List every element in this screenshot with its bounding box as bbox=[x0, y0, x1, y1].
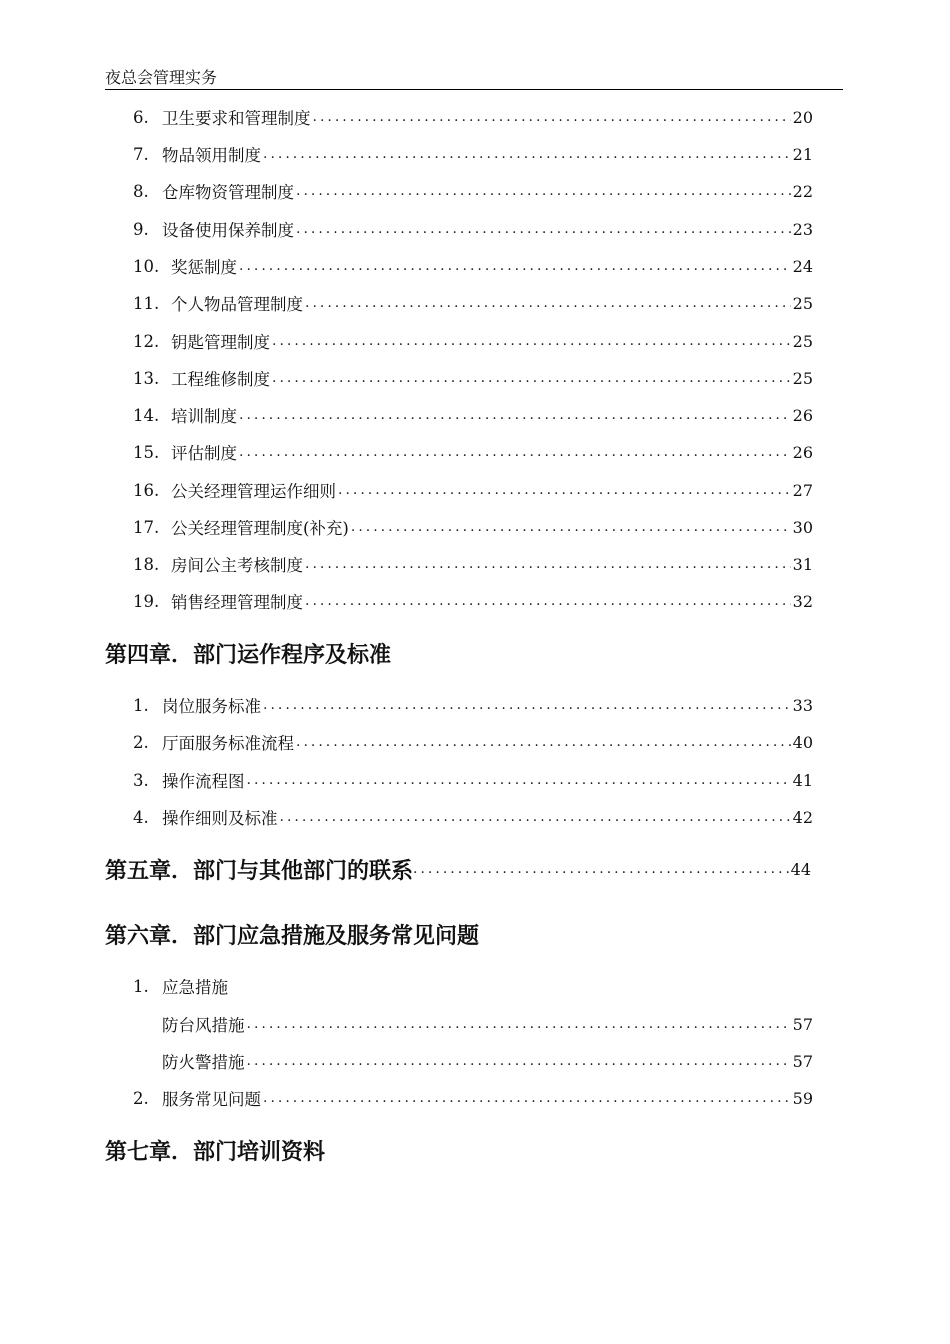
entry-number: 17. bbox=[133, 517, 160, 537]
dot-leader bbox=[272, 370, 791, 386]
dot-leader bbox=[296, 734, 791, 750]
entry-page: 42 bbox=[792, 807, 813, 827]
entry-page: 25 bbox=[792, 368, 813, 388]
entry-page: 57 bbox=[792, 1014, 813, 1034]
dot-leader bbox=[413, 861, 791, 877]
entry-number: 2. bbox=[133, 732, 149, 752]
dot-leader bbox=[247, 772, 791, 788]
dot-leader bbox=[239, 258, 791, 274]
dot-leader bbox=[313, 109, 791, 125]
entry-number: 4. bbox=[133, 807, 149, 827]
dot-leader bbox=[239, 444, 791, 460]
entry-page: 25 bbox=[792, 331, 813, 351]
dot-leader bbox=[239, 407, 791, 423]
entry-title: 物品领用制度 bbox=[162, 146, 261, 165]
entry-page: 22 bbox=[792, 181, 813, 201]
entry-title: 奖惩制度 bbox=[171, 258, 237, 277]
entry-page: 25 bbox=[792, 293, 813, 313]
chapter-title: 第五章．部门与其他部门的联系 bbox=[105, 858, 414, 884]
toc-entry[interactable] bbox=[133, 515, 813, 539]
entry-page: 30 bbox=[792, 517, 813, 537]
entry-page: 33 bbox=[792, 695, 813, 715]
dot-leader bbox=[280, 809, 791, 825]
entry-page: 40 bbox=[792, 732, 813, 752]
toc-entry[interactable] bbox=[133, 974, 813, 998]
dot-leader bbox=[296, 221, 791, 237]
dot-leader bbox=[305, 593, 791, 609]
entry-page: 23 bbox=[792, 219, 813, 239]
entry-title: 防台风措施 bbox=[162, 1016, 245, 1035]
toc-entry[interactable] bbox=[133, 179, 813, 203]
entry-number: 13. bbox=[133, 368, 160, 388]
entry-title: 公关经理管理运作细则 bbox=[171, 482, 336, 501]
toc-entry[interactable] bbox=[133, 552, 813, 576]
entry-number: 12. bbox=[133, 331, 160, 351]
entry-title: 岗位服务标准 bbox=[162, 697, 261, 716]
chapter-heading[interactable] bbox=[105, 1134, 325, 1166]
toc-entry[interactable] bbox=[133, 291, 813, 315]
entry-title: 操作细则及标准 bbox=[162, 809, 278, 828]
entry-page: 31 bbox=[792, 554, 813, 574]
entry-title: 防火警措施 bbox=[162, 1053, 245, 1072]
entry-title: 工程维修制度 bbox=[171, 370, 270, 389]
entry-number: 7. bbox=[133, 144, 149, 164]
entry-number: 19. bbox=[133, 591, 160, 611]
chapter-title: 第六章．部门应急措施及服务常见问题 bbox=[105, 923, 480, 949]
entry-title: 房间公主考核制度 bbox=[171, 556, 303, 575]
chapter-heading[interactable] bbox=[105, 918, 479, 950]
dot-leader bbox=[263, 697, 791, 713]
entry-page: 59 bbox=[792, 1088, 813, 1108]
page-header bbox=[105, 68, 843, 90]
entry-title: 应急措施 bbox=[162, 978, 228, 997]
toc-subentry[interactable] bbox=[162, 1012, 813, 1036]
entry-number: 8. bbox=[133, 181, 149, 201]
toc-entry[interactable] bbox=[133, 217, 813, 241]
entry-title: 个人物品管理制度 bbox=[171, 295, 303, 314]
toc-entry[interactable] bbox=[133, 589, 813, 613]
entry-number: 1. bbox=[133, 976, 149, 996]
dot-leader bbox=[305, 556, 791, 572]
entry-page: 26 bbox=[792, 405, 813, 425]
entry-title: 钥匙管理制度 bbox=[171, 333, 270, 352]
entry-number: 6. bbox=[133, 107, 149, 127]
toc-entry[interactable] bbox=[133, 366, 813, 390]
toc-entry[interactable] bbox=[133, 730, 813, 754]
entry-title: 公关经理管理制度(补充) bbox=[171, 519, 349, 538]
entry-number: 16. bbox=[133, 480, 160, 500]
toc-entry[interactable] bbox=[133, 440, 813, 464]
toc-entry[interactable] bbox=[133, 805, 813, 829]
chapter-heading[interactable] bbox=[105, 637, 391, 669]
entry-number: 3. bbox=[133, 770, 149, 790]
chapter-page: 44 bbox=[790, 859, 811, 879]
dot-leader bbox=[247, 1053, 791, 1069]
entry-page: 26 bbox=[792, 442, 813, 462]
entry-title: 销售经理管理制度 bbox=[171, 593, 303, 612]
dot-leader bbox=[338, 482, 791, 498]
entry-title: 操作流程图 bbox=[162, 772, 245, 791]
chapter-title: 第四章．部门运作程序及标准 bbox=[105, 642, 392, 668]
dot-leader bbox=[351, 519, 791, 535]
entry-number: 15. bbox=[133, 442, 160, 462]
entry-number: 11. bbox=[133, 293, 160, 313]
entry-page: 32 bbox=[792, 591, 813, 611]
entry-number: 9. bbox=[133, 219, 149, 239]
dot-leader bbox=[296, 183, 791, 199]
toc-entry[interactable] bbox=[133, 768, 813, 792]
toc-entry[interactable] bbox=[133, 254, 813, 278]
entry-page: 24 bbox=[792, 256, 813, 276]
entry-number: 18. bbox=[133, 554, 160, 574]
toc-entry[interactable] bbox=[133, 403, 813, 427]
toc-entry[interactable] bbox=[133, 693, 813, 717]
entry-title: 卫生要求和管理制度 bbox=[162, 109, 311, 128]
toc-entry[interactable] bbox=[133, 478, 813, 502]
entry-number: 14. bbox=[133, 405, 160, 425]
dot-leader bbox=[263, 1090, 791, 1106]
entry-page: 57 bbox=[792, 1051, 813, 1071]
entry-page: 41 bbox=[792, 770, 813, 790]
dot-leader bbox=[247, 1016, 791, 1032]
toc-entry[interactable] bbox=[133, 142, 813, 166]
entry-page: 21 bbox=[792, 144, 813, 164]
chapter-title: 第七章．部门培训资料 bbox=[105, 1139, 326, 1165]
entry-number: 2. bbox=[133, 1088, 149, 1108]
dot-leader bbox=[263, 146, 791, 162]
entry-title: 培训制度 bbox=[171, 407, 237, 426]
entry-number: 1. bbox=[133, 695, 149, 715]
toc-entry[interactable] bbox=[133, 105, 813, 129]
entry-page: 27 bbox=[792, 480, 813, 500]
toc-entry[interactable] bbox=[133, 329, 813, 353]
dot-leader bbox=[305, 295, 791, 311]
entry-number: 10. bbox=[133, 256, 160, 276]
toc-subentry[interactable] bbox=[162, 1049, 813, 1073]
entry-title: 仓库物资管理制度 bbox=[162, 183, 294, 202]
chapter-heading[interactable] bbox=[105, 853, 811, 885]
dot-leader bbox=[272, 333, 791, 349]
entry-title: 评估制度 bbox=[171, 444, 237, 463]
entry-title: 服务常见问题 bbox=[162, 1090, 261, 1109]
toc-entry[interactable] bbox=[133, 1086, 813, 1110]
entry-page: 20 bbox=[792, 107, 813, 127]
entry-title: 厅面服务标准流程 bbox=[162, 734, 294, 753]
header-title: 夜总会管理实务 bbox=[105, 68, 218, 87]
entry-title: 设备使用保养制度 bbox=[162, 221, 294, 240]
